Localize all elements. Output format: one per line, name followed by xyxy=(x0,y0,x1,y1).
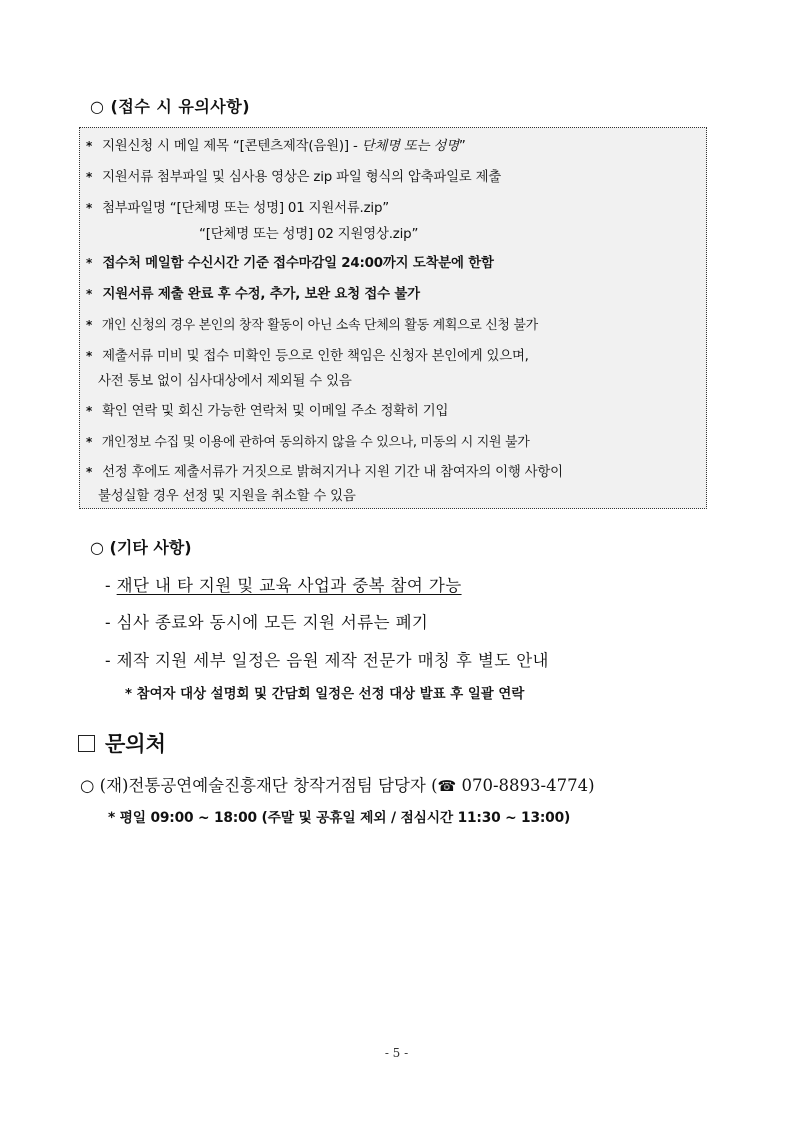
reception-item-continuation: 사전 통보 없이 심사대상에서 제외될 수 있음 xyxy=(98,374,352,389)
dash-bullet: - xyxy=(105,576,111,595)
page-number: - 5 - xyxy=(384,1046,409,1060)
reception-item xyxy=(86,400,448,419)
item-text-suffix: ” xyxy=(458,139,466,154)
item-italic-text: 단체명 또는 성명 xyxy=(361,139,459,154)
etc-item xyxy=(105,647,549,671)
circle-bullet: ○ xyxy=(80,776,95,795)
reception-item xyxy=(86,197,389,216)
item-text: 개인정보 수집 및 이용에 관하여 동의하지 않을 수 있으나, 미동의 시 지원 불가 xyxy=(101,435,530,450)
etc-item xyxy=(105,609,428,633)
reception-heading xyxy=(90,94,250,117)
star-bullet: * xyxy=(86,318,92,332)
item-text: 제출서류 미비 및 접수 미확인 등으로 인한 책임은 신청자 본인에게 있으며, xyxy=(102,349,529,364)
star-bullet: * xyxy=(86,256,93,270)
contact-phone: 070-8893-4774) xyxy=(456,776,595,795)
star-bullet: * xyxy=(86,139,93,153)
etc-item-text: 심사 종료와 동시에 모든 지원 서류는 폐기 xyxy=(116,613,429,632)
reception-item xyxy=(86,314,538,333)
star-bullet: * xyxy=(86,435,92,449)
etc-item-text: 재단 내 타 지원 및 교육 사업과 중복 참여 가능 xyxy=(116,576,462,595)
dash-bullet: - xyxy=(105,613,111,632)
contact-hours: * 평일 09:00 ~ 18:00 (주말 및 공휴일 제외 / 점심시간 11:30 ~ 13:00) xyxy=(108,810,571,826)
reception-item xyxy=(86,252,494,271)
dash-bullet: - xyxy=(105,651,111,670)
item-text: 지원서류 제출 완료 후 수정, 추가, 보완 요청 접수 불가 xyxy=(102,287,420,302)
star-bullet: * xyxy=(86,287,93,301)
etc-item xyxy=(105,572,462,596)
item-text: 선정 후에도 제출서류가 거짓으로 밝혀지거나 지원 기간 내 참여자의 이행 사항이 xyxy=(102,465,563,480)
item-text: 첨부파일명 “[단체명 또는 성명] 01 지원서류.zip” xyxy=(102,201,389,216)
circle-bullet: ○ xyxy=(90,538,104,557)
reception-item xyxy=(86,135,466,154)
reception-item xyxy=(86,431,529,450)
reception-notes-box xyxy=(79,127,707,509)
reception-item xyxy=(86,166,501,185)
item-text: 지원신청 시 메일 제목 “[콘텐츠제작(음원)] - xyxy=(102,139,362,154)
star-bullet: * xyxy=(86,349,93,363)
contact-info xyxy=(80,772,595,796)
contact-text: (재)전통공연예술진흥재단 창작거점팀 담당자 ( xyxy=(99,776,438,795)
item-text: 개인 신청의 경우 본인의 창작 활동이 아닌 소속 단체의 활동 계획으로 신청 불가 xyxy=(101,318,538,333)
etc-item-text: 제작 지원 세부 일정은 음원 제작 전문가 매칭 후 별도 안내 xyxy=(116,651,549,670)
reception-item xyxy=(86,461,563,480)
reception-title: (접수 시 유의사항) xyxy=(110,97,251,116)
reception-item-continuation: “[단체명 또는 성명] 02 지원영상.zip” xyxy=(199,227,419,242)
etc-note: * 참여자 대상 설명회 및 간담회 일정은 선정 대상 발표 후 일괄 연락 xyxy=(125,687,525,702)
reception-item xyxy=(86,345,529,364)
item-text: 접수처 메일함 수신시간 기준 접수마감일 24:00까지 도착분에 한함 xyxy=(102,256,494,271)
reception-item xyxy=(86,283,420,302)
star-bullet: * xyxy=(86,404,93,418)
square-bullet-icon xyxy=(78,735,95,752)
item-text: 확인 연락 및 회신 가능한 연락처 및 이메일 주소 정확히 기입 xyxy=(102,404,449,419)
star-bullet: * xyxy=(86,201,93,215)
etc-title: (기타 사항) xyxy=(109,538,192,557)
item-text: 지원서류 첨부파일 및 심사용 영상은 zip 파일 형식의 압축파일로 제출 xyxy=(102,170,502,185)
circle-bullet: ○ xyxy=(90,97,105,116)
phone-icon: ☎ xyxy=(437,777,457,795)
reception-item-continuation: 불성실할 경우 선정 및 지원을 취소할 수 있음 xyxy=(98,489,356,504)
contact-section-title xyxy=(78,728,166,758)
etc-heading xyxy=(90,535,192,558)
contact-title-text: 문의처 xyxy=(105,732,166,756)
star-bullet: * xyxy=(86,465,93,479)
star-bullet: * xyxy=(86,170,93,184)
